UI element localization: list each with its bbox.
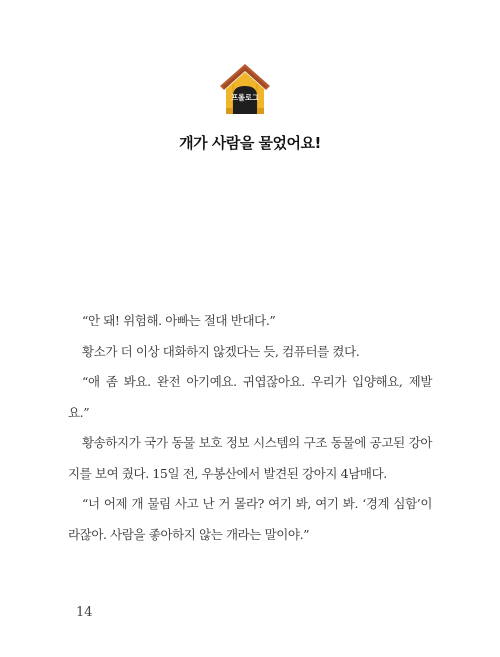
paragraph: 황소가 더 이상 대화하지 않겠다는 듯, 컴퓨터를 켰다. bbox=[82, 343, 360, 359]
paragraph: “너 어제 개 물림 사고 난 거 몰라? 여기 봐, 여기 봐. ‘경계 심함’이라잖아. 사람을 좋아하지 않는 개라는 말이야.” bbox=[68, 496, 432, 542]
page-number: 14 bbox=[76, 605, 93, 620]
paragraph: “애 좀 봐요. 완전 아기예요. 귀엽잖아요. 우리가 입양해요, 제발요.” bbox=[68, 374, 432, 420]
doghouse-icon bbox=[218, 62, 272, 116]
chapter-title: 개가 사람을 물었어요! bbox=[179, 134, 321, 152]
emblem-label: 프롤로그 bbox=[231, 93, 259, 102]
paragraph: “안 돼! 위험해. 아빠는 절대 반대다.” bbox=[82, 313, 276, 328]
paragraph: 황송하지가 국가 동물 보호 정보 시스템의 구조 동물에 공고된 강아지를 보여 줬다. 15일 전, 우봉산에서 발견된 강아지 4남매다. bbox=[68, 435, 432, 481]
body-text bbox=[68, 306, 432, 550]
